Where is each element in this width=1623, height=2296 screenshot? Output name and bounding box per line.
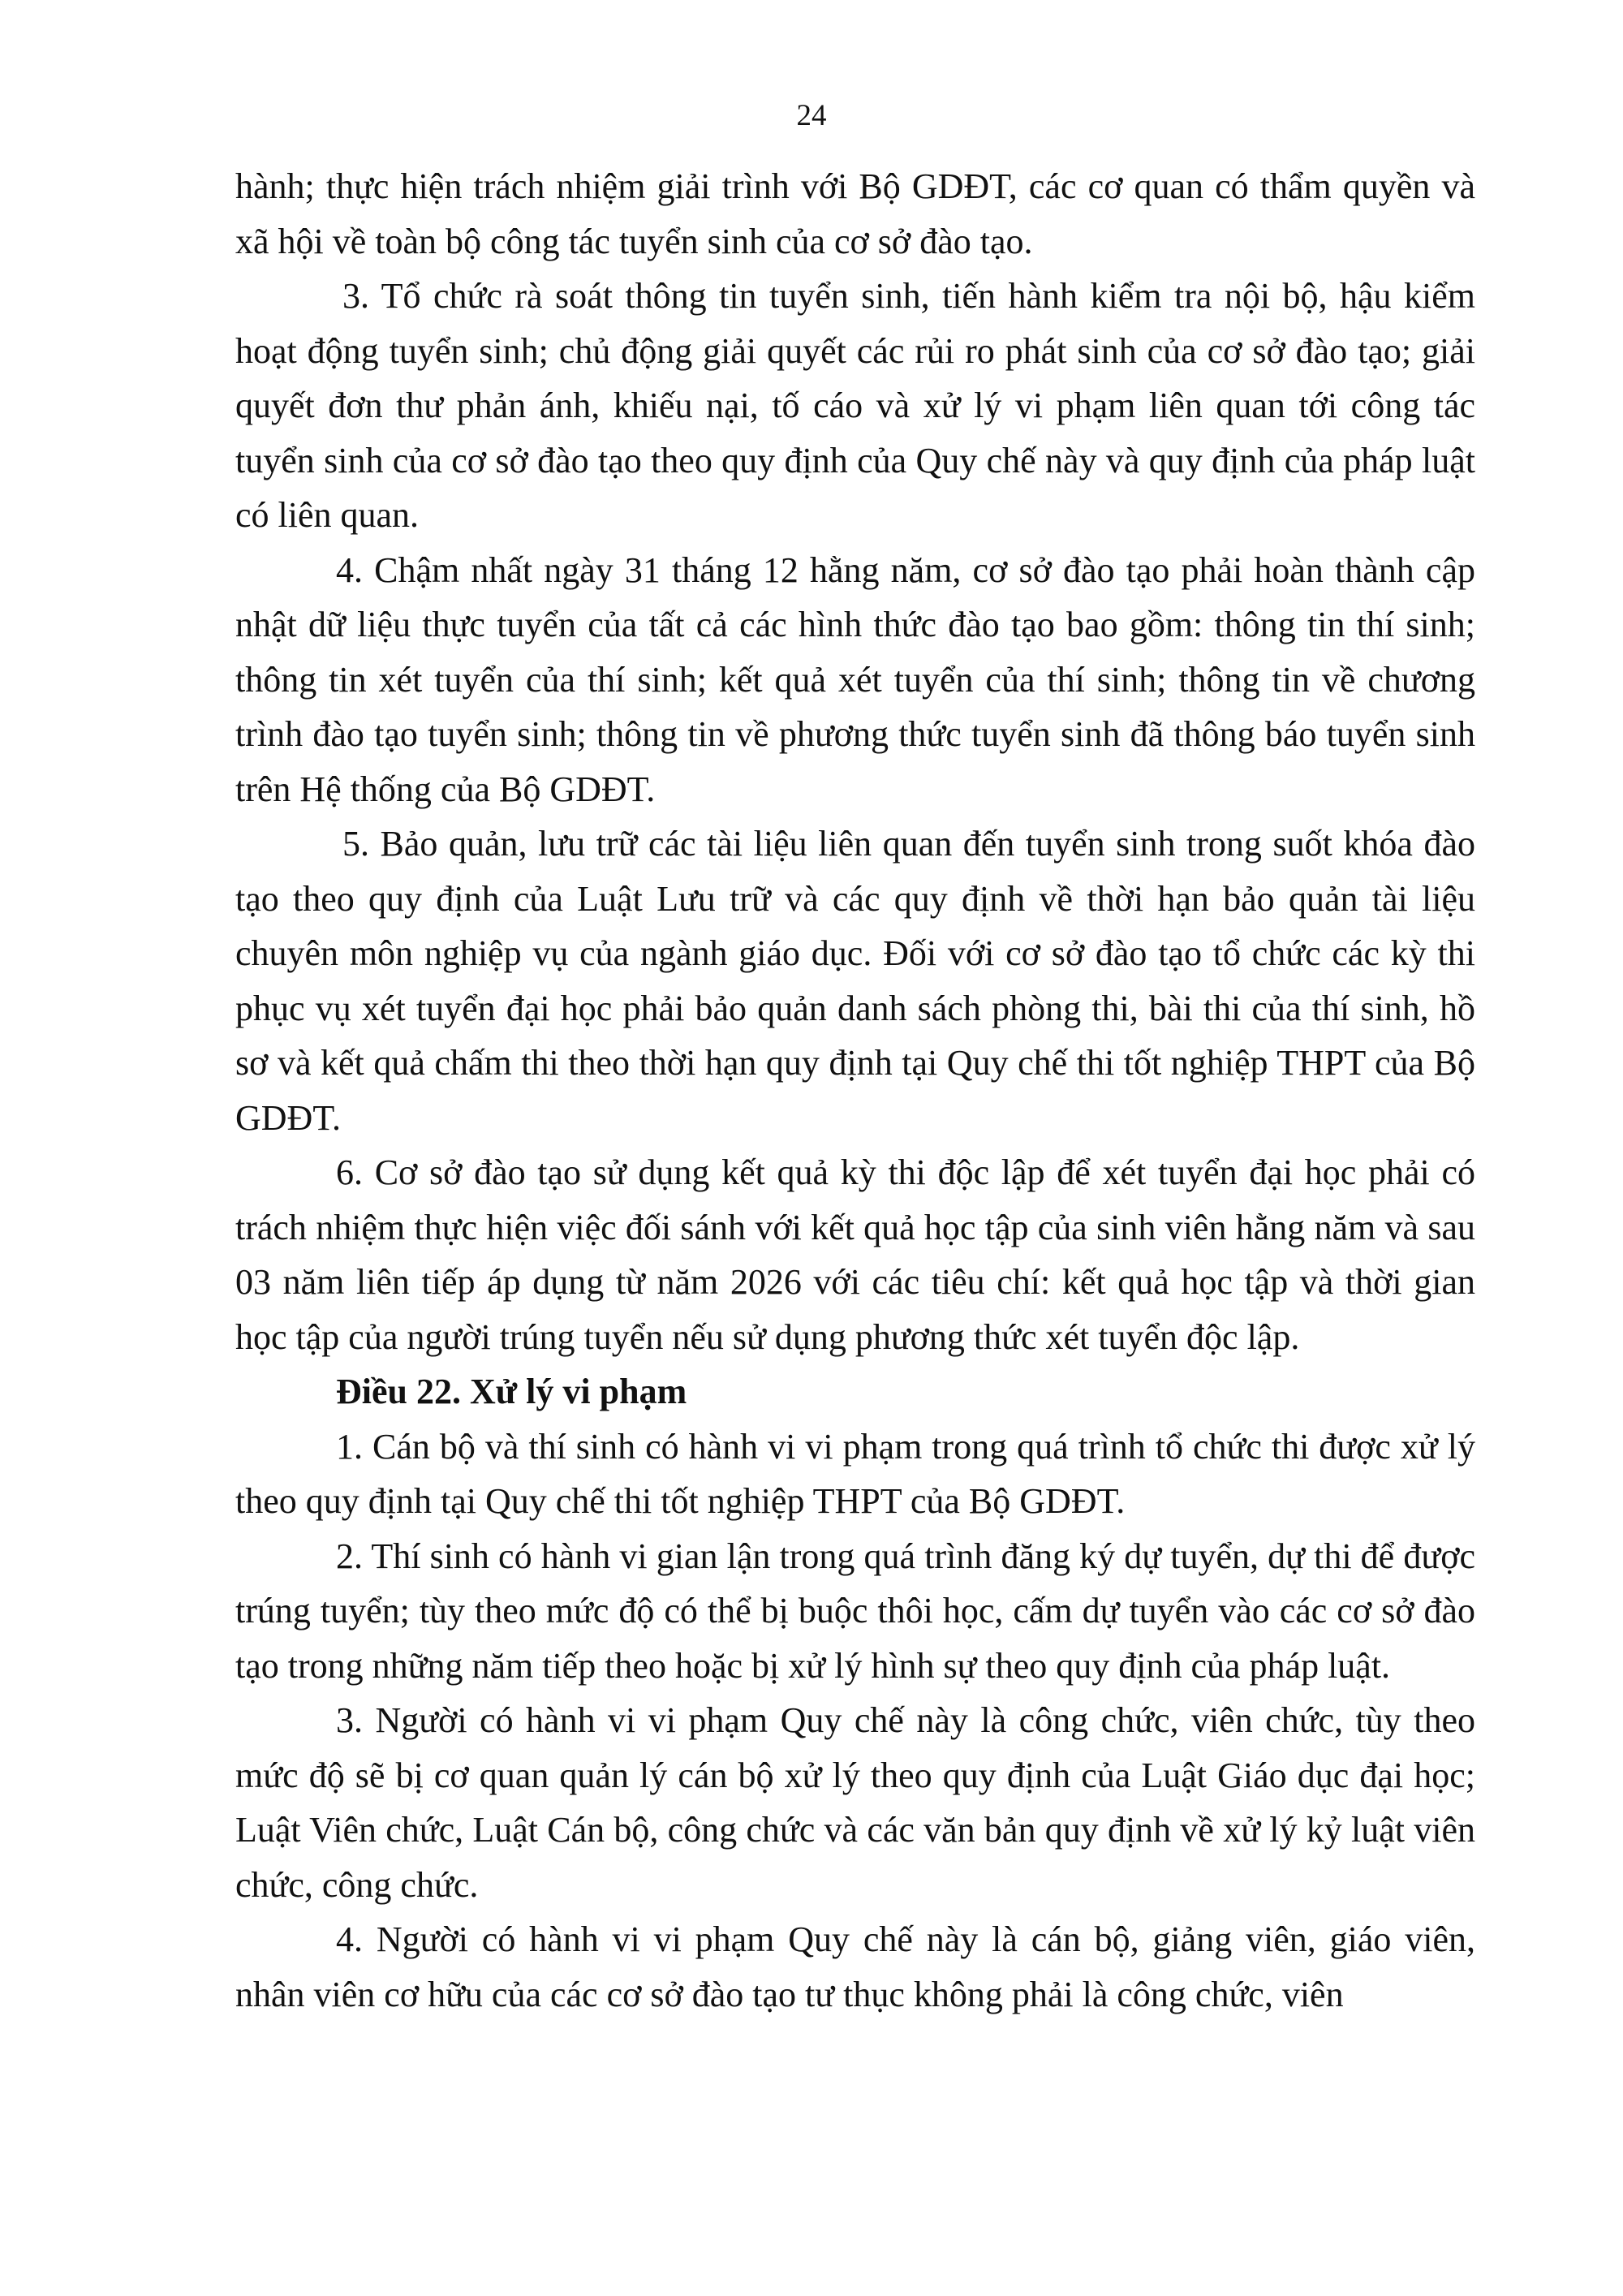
paragraph-continuation: hành; thực hiện trách nhiệm giải trình với Bộ GDĐT, các cơ quan có thẩm quyền và xã hội về toàn bộ công tác tuyển sinh của cơ sở đào tạo. bbox=[235, 166, 1475, 261]
article-item-3: 3. Người có hành vi vi phạm Quy chế này là công chức, viên chức, tùy theo mức độ sẽ bị cơ quan quản lý cán bộ xử lý theo quy định của Luật Giáo dục đại học; Luật Viên chức, Luật Cán bộ, công chức và các văn bản quy định về xử lý kỷ luật viên chức, công chức. bbox=[235, 1700, 1475, 1905]
document-body bbox=[235, 159, 1475, 2022]
article-heading: Điều 22. Xử lý vi phạm bbox=[336, 1372, 687, 1411]
paragraph-item-6: 6. Cơ sở đào tạo sử dụng kết quả kỳ thi độc lập để xét tuyển đại học phải có trách nhiệm thực hiện việc đối sánh với kết quả học tập của sinh viên hằng năm và sau 03 năm liên tiếp áp dụng từ năm 2026 với các tiêu chí: kết quả học tập và thời gian học tập của người trúng tuyển nếu sử dụng phương thức xét tuyển độc lập. bbox=[235, 1152, 1475, 1357]
paragraph-item-3: 3. Tổ chức rà soát thông tin tuyển sinh, tiến hành kiểm tra nội bộ, hậu kiểm hoạt động tuyển sinh; chủ động giải quyết các rủi ro phát sinh của cơ sở đào tạo; giải quyết đơn thư phản ánh, khiếu nại, tố cáo và xử lý vi phạm liên quan tới công tác tuyển sinh của cơ sở đào tạo theo quy định của Quy chế này và quy định của pháp luật có liên quan. bbox=[235, 276, 1475, 535]
article-item-2: 2. Thí sinh có hành vi gian lận trong quá trình đăng ký dự tuyển, dự thi để được trúng tuyển; tùy theo mức độ có thể bị buộc thôi học, cấm dự tuyển vào các cơ sở đào tạo trong những năm tiếp theo hoặc bị xử lý hình sự theo quy định của pháp luật. bbox=[235, 1536, 1475, 1686]
paragraph-item-5: 5. Bảo quản, lưu trữ các tài liệu liên quan đến tuyển sinh trong suốt khóa đào tạo theo quy định của Luật Lưu trữ và các quy định về thời hạn bảo quản tài liệu chuyên môn nghiệp vụ của ngành giáo dục. Đối với cơ sở đào tạo tổ chức các kỳ thi phục vụ xét tuyển đại học phải bảo quản danh sách phòng thi, bài thi của thí sinh, hồ sơ và kết quả chấm thi theo thời hạn quy định tại Quy chế thi tốt nghiệp THPT của Bộ GDĐT. bbox=[235, 824, 1475, 1138]
page-number: 24 bbox=[796, 99, 827, 132]
article-item-1: 1. Cán bộ và thí sinh có hành vi vi phạm trong quá trình tổ chức thi được xử lý theo quy định tại Quy chế thi tốt nghiệp THPT của Bộ GDĐT. bbox=[235, 1426, 1475, 1521]
paragraph-item-4: 4. Chậm nhất ngày 31 tháng 12 hằng năm, cơ sở đào tạo phải hoàn thành cập nhật dữ liệu thực tuyển của tất cả các hình thức đào tạo bao gồm: thông tin thí sinh; thông tin xét tuyển của thí sinh; kết quả xét tuyển của thí sinh; thông tin về chương trình đào tạo tuyển sinh; thông tin về phương thức tuyển sinh đã thông báo tuyển sinh trên Hệ thống của Bộ GDĐT. bbox=[235, 549, 1475, 809]
article-item-4: 4. Người có hành vi vi phạm Quy chế này là cán bộ, giảng viên, giáo viên, nhân viên cơ hữu của các cơ sở đào tạo tư thục không phải là công chức, viên bbox=[235, 1919, 1475, 2014]
